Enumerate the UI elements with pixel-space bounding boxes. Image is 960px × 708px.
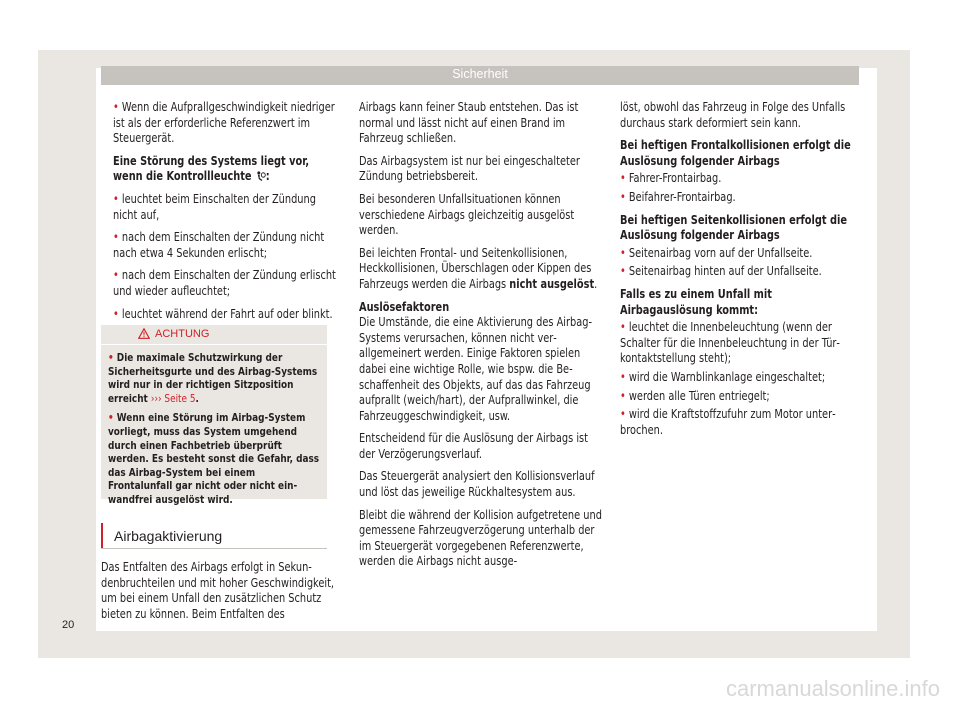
paragraph: Die Umstände, die eine Aktivierung des Airbag-Systems verursachen, können nicht verallgemeinert werden. Einige Faktoren spielen dabei eine wichtige Rolle, wie bspw. die Beschaffenheit des Objekts, auf das das Fahrzeug aufprallt (weich/hart), der Aufprallwinkel, die Fahrzeuggeschwindigkeit, usw. bbox=[359, 315, 592, 423]
paragraph-end: . bbox=[594, 276, 598, 291]
warning-item-text: Wenn eine Störung im Airbag-System vorliegt, muss das System umgehend durch einen Fachbetrieb überprüft werden. Es besteht sonst die Gefahr, dass das Airbag-System bei einem Frontalunfall gar nicht oder nicht einwandfrei ausgelöst wird. bbox=[108, 411, 320, 506]
list-item-text: nach dem Einschalten der Zündung erlischt und wieder aufleuchtet; bbox=[113, 268, 336, 298]
bullet-icon: • bbox=[620, 320, 626, 335]
list-item bbox=[620, 320, 858, 367]
paragraph bbox=[359, 246, 604, 293]
right-column bbox=[620, 100, 858, 445]
list-item-text: leuchtet beim Einschalten der Zündung nicht auf, bbox=[113, 191, 316, 222]
list-item bbox=[620, 246, 858, 262]
list-item-text: Seitenairbag vorn auf der Unfallseite. bbox=[628, 245, 813, 260]
bullet-icon: • bbox=[113, 191, 119, 206]
bullet-icon: • bbox=[620, 369, 626, 384]
bullet-icon: • bbox=[113, 268, 119, 283]
bullet-icon: • bbox=[113, 230, 119, 245]
list-item bbox=[113, 230, 338, 261]
paragraph: Das Steuergerät analysiert den Kollisionsverlauf und löst das jeweilige Rückhaltesystem aus. bbox=[359, 469, 595, 500]
list-item bbox=[620, 407, 858, 438]
list-item bbox=[620, 171, 858, 187]
list-item-text: Wenn die Aufprallgeschwindigkeit niedriger ist als der erforderliche Referenzwert im Steuergerät. bbox=[113, 100, 335, 146]
left-column bbox=[113, 100, 338, 329]
bullet-icon: • bbox=[620, 407, 626, 422]
list-item-text: Beifahrer-Frontairbag. bbox=[628, 189, 736, 204]
list-item-text: Fahrer-Frontairbag. bbox=[628, 171, 722, 186]
fault-heading bbox=[113, 154, 338, 185]
warning-item-end: . bbox=[195, 391, 199, 405]
paragraph: Entscheidend für die Auslösung der Airbags ist der Verzögerungsverlauf. bbox=[359, 431, 589, 461]
section-divider bbox=[101, 548, 327, 549]
list-item bbox=[620, 264, 858, 280]
front-collision-heading: Bei heftigen Frontalkollisionen erfolgt die Auslösung folgender Airbags bbox=[620, 138, 851, 168]
side-collision-heading: Bei heftigen Seitenkollisionen erfolgt die Auslösung folgender Airbags bbox=[620, 212, 847, 243]
airbag-lamp-icon bbox=[255, 170, 266, 182]
bullet-icon: • bbox=[113, 306, 119, 321]
list-item-text: wird die Kraftstoffzufuhr zum Motor unterbrochen. bbox=[620, 407, 836, 437]
list-item bbox=[113, 192, 338, 223]
list-item-text: leuchtet die Innenbeleuchtung (wenn der Schalter für die Innenbeleuchtung in der Türkontaktstellung steht); bbox=[620, 320, 840, 366]
accident-heading: Falls es zu einem Unfall mit Airbagauslösung kommt: bbox=[620, 286, 772, 317]
list-item bbox=[113, 268, 338, 299]
section-accent-bar bbox=[101, 523, 103, 548]
warning-body bbox=[108, 351, 320, 513]
warning-header bbox=[101, 325, 327, 344]
paragraph-text: Bei leichten Frontal- und Seitenkollisionen, Heckkollisionen, Überschlagen oder Kippen des Fahrzeugs werden die Airbags bbox=[359, 245, 592, 291]
list-item-text: Seitenairbag hinten auf der Unfallseite. bbox=[628, 264, 822, 279]
warning-item bbox=[108, 351, 320, 405]
warning-item-text: Die maximale Schutzwirkung der Sicherheitsgurte und des Airbag-Systems wird nur in der richtigen Sitzposition erreicht bbox=[108, 351, 318, 405]
paragraph: Airbags kann feiner Staub entstehen. Das ist normal und lässt nicht auf einen Brand im Fahrzeug schließen. bbox=[359, 100, 579, 146]
list-item bbox=[620, 389, 858, 405]
watermark: carmanualsonline.info bbox=[725, 676, 940, 701]
paragraph: löst, obwohl das Fahrzeug in Folge des Unfalls durchaus stark deformiert sein kann. bbox=[620, 100, 846, 130]
emphasis-text: nicht ausgelöst bbox=[509, 276, 595, 291]
section-text bbox=[101, 560, 337, 629]
list-item-text: wird die Warnblinkanlage eingeschaltet; bbox=[628, 369, 826, 384]
list-item-text: leuchtet während der Fahrt auf oder blinkt. bbox=[121, 306, 333, 321]
list-item bbox=[113, 100, 338, 147]
fault-heading-text: Eine Störung des Systems liegt vor, wenn die Kontrollleuchte bbox=[113, 153, 310, 184]
fault-heading-end: : bbox=[265, 169, 270, 184]
factors-heading: Auslösefaktoren bbox=[359, 299, 450, 314]
list-item bbox=[620, 370, 858, 386]
warning-divider bbox=[101, 344, 327, 345]
bullet-icon: • bbox=[620, 264, 626, 279]
page-number: 20 bbox=[62, 619, 75, 631]
paragraph: Bleibt die während der Kollision aufgetretene und gemessene Fahrzeugverzögerung unterhalb der im Steuergerät vorgegebenen Referenzwerte, werden die Airbags nicht ausge- bbox=[359, 507, 602, 569]
bullet-icon: • bbox=[620, 388, 626, 403]
warning-label: ACHTUNG bbox=[155, 328, 210, 340]
paragraph: Das Airbagsystem ist nur bei eingeschalteter Zündung betriebsbereit. bbox=[359, 153, 580, 184]
list-item-text: werden alle Türen entriegelt; bbox=[628, 388, 770, 403]
section-title: Airbagaktivierung bbox=[114, 528, 223, 544]
bullet-icon: • bbox=[108, 351, 114, 364]
bullet-icon: • bbox=[620, 171, 626, 186]
list-item-text: nach dem Einschalten der Zündung nicht nach etwa 4 Sekunden erlischt; bbox=[113, 230, 325, 260]
warning-item bbox=[108, 411, 320, 506]
list-item bbox=[113, 307, 338, 323]
bullet-icon: • bbox=[113, 100, 119, 114]
paragraph: Das Entfalten des Airbags erfolgt in Sekundenbruchteilen und mit hoher Geschwindigkeit, um bei einem Unfall den zusätzlichen Schutz bieten zu können. Beim Entfalten des bbox=[101, 560, 335, 621]
bullet-icon: • bbox=[620, 245, 626, 260]
page-reference-link[interactable]: ››› Seite 5 bbox=[150, 391, 196, 405]
list-item bbox=[620, 190, 858, 206]
middle-column bbox=[359, 100, 604, 577]
paragraph: Bei besonderen Unfallsituationen können verschiedene Airbags gleichzeitig ausgelöst werden. bbox=[359, 191, 575, 238]
page-header-title: Sicherheit bbox=[452, 67, 508, 81]
bullet-icon: • bbox=[620, 189, 626, 204]
bullet-icon: • bbox=[108, 411, 114, 425]
warning-triangle-icon bbox=[138, 328, 150, 339]
